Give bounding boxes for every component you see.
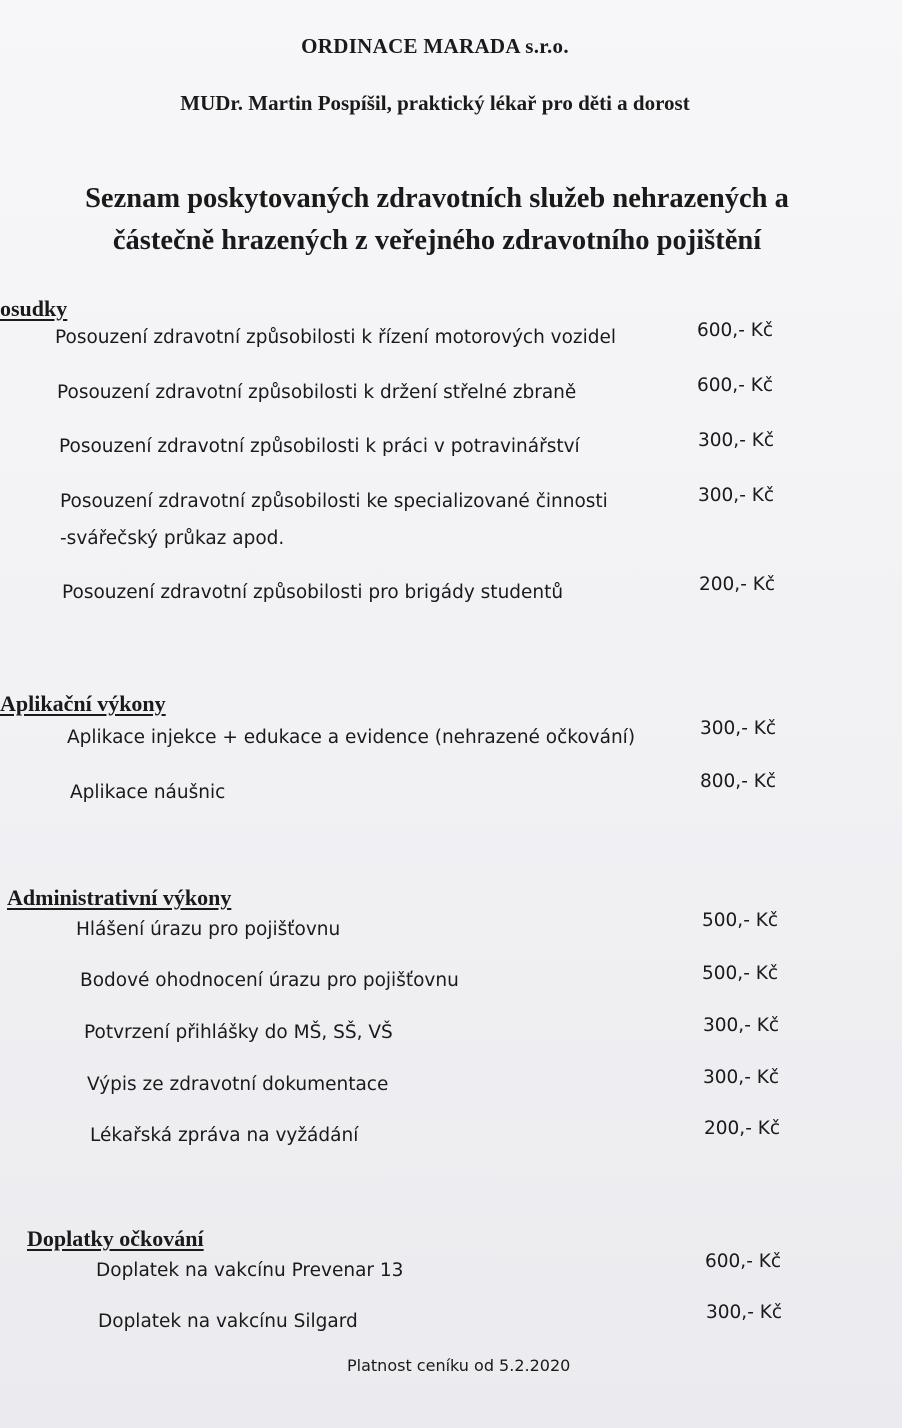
list-item-price: 300,- Kč [703, 1067, 780, 1088]
list-item-price: 300,- Kč [700, 718, 777, 739]
section-heading-aplikacni-vykony: Aplikační výkony [0, 691, 166, 716]
list-item-price: 800,- Kč [700, 771, 777, 792]
list-item-price: 600,- Kč [697, 375, 774, 396]
list-item-name: Posouzení zdravotní způsobilosti ke specializované činnosti [60, 491, 608, 512]
list-item-price: 300,- Kč [706, 1302, 783, 1323]
list-item-price: 600,- Kč [705, 1251, 782, 1272]
list-item-name: Posouzení zdravotní způsobilosti k řízení motorových vozidel [55, 327, 617, 348]
list-item-price: 200,- Kč [699, 574, 776, 595]
list-item-name: Lékařská zpráva na vyžádání [90, 1125, 359, 1146]
list-item-name: Potvrzení přihlášky do MŠ, SŠ, VŠ [84, 1022, 393, 1043]
list-item-name: Posouzení zdravotní způsobilosti k práci v potravinářství [59, 436, 580, 457]
list-item-price: 200,- Kč [704, 1118, 781, 1139]
list-item-name: Aplikace injekce + edukace a evidence (nehrazené očkování) [67, 727, 636, 748]
list-item-price: 500,- Kč [702, 910, 779, 931]
list-item-price: 300,- Kč [698, 430, 775, 451]
list-item-price: 300,- Kč [703, 1015, 780, 1036]
list-item-name: Doplatek na vakcínu Prevenar 13 [96, 1260, 404, 1281]
list-item-name: Posouzení zdravotní způsobilosti k držení střelné zbraně [57, 382, 577, 403]
document-title [0, 178, 874, 262]
section-heading-doplatky-ockovani: Doplatky očkování [27, 1226, 204, 1251]
list-item-name: Aplikace náušnic [70, 782, 226, 803]
price-list-validity: Platnost ceníku od 5.2.2020 [347, 1356, 571, 1375]
clinic-name: ORDINACE MARADA s.r.o. [301, 34, 569, 58]
doctor-name: MUDr. Martin Pospíšil, praktický lékař pro děti a dorost [180, 91, 690, 115]
list-item-price: 300,- Kč [698, 485, 775, 506]
list-item-name: Bodové ohodnocení úrazu pro pojišťovnu [80, 970, 459, 991]
section-heading-administrativni-vykony: Administrativní výkony [7, 885, 232, 910]
list-item-name-line-2: -svářečský průkaz apod. [60, 528, 285, 549]
list-item-price: 500,- Kč [702, 963, 779, 984]
list-item-name: Doplatek na vakcínu Silgard [98, 1311, 358, 1332]
list-item-name: Posouzení zdravotní způsobilosti pro brigády studentů [62, 582, 564, 603]
section-heading-posudky: osudky [0, 296, 68, 321]
list-item-name: Hlášení úrazu pro pojišťovnu [76, 919, 341, 940]
document-title-line-1: Seznam poskytovaných zdravotních služeb nehrazených a [85, 183, 789, 214]
document-title-line-2: částečně hrazených z veřejného zdravotního pojištění [112, 225, 762, 256]
list-item-name: Výpis ze zdravotní dokumentace [87, 1074, 389, 1095]
list-item-price: 600,- Kč [697, 320, 774, 341]
